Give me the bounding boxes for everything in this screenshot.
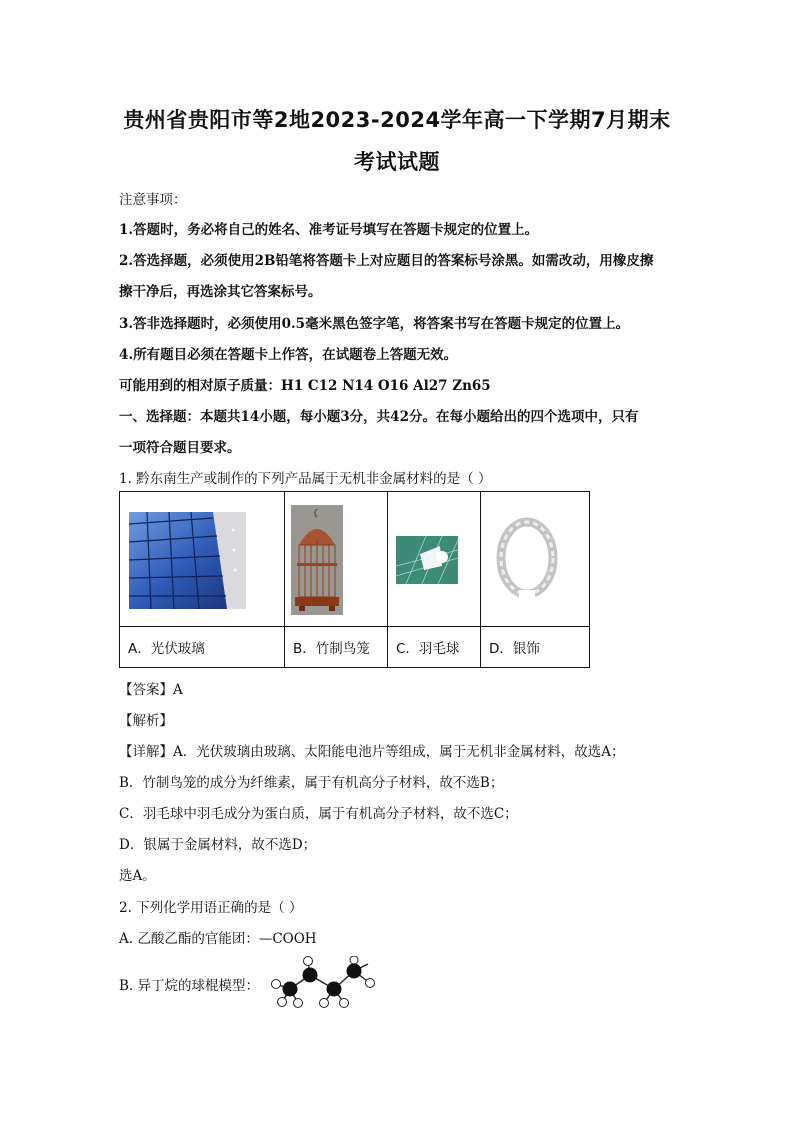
note-item-3: 3.答非选择题时，必须使用0.5毫米黑色签字笔，将答案书写在答题卡规定的位置上。	[119, 316, 630, 332]
q1-analysis-heading: 【解析】	[119, 713, 173, 729]
q1-option-b: B．竹制鸟笼	[285, 627, 388, 668]
silver-bracelet-image	[491, 514, 563, 602]
photovoltaic-glass-image	[129, 512, 246, 609]
q1-option-b-image-cell	[285, 492, 388, 627]
q1-option-d-image-cell	[481, 492, 590, 627]
q1-stem: 1. 黔东南生产或制作的下列产品属于无机非金属材料的是（ ）	[119, 471, 492, 487]
section-1-heading: 一、选择题：本题共14小题，每小题3分，共42分。在每小题给出的四个选项中，只有	[119, 409, 639, 425]
shuttlecock-image	[396, 536, 458, 584]
note-item-1: 1.答题时，务必将自己的姓名、准考证号填写在答题卡规定的位置上。	[119, 222, 539, 238]
note-item-2-cont: 擦干净后，再选涂其它答案标号。	[119, 284, 322, 300]
notes-heading: 注意事项：	[119, 192, 187, 208]
section-1-heading-cont: 一项符合题目要求。	[119, 440, 241, 456]
q1-option-d: D．银饰	[481, 627, 590, 668]
q1-analysis-line-4: D．银属于金属材料，故不选D；	[119, 837, 317, 853]
q2-option-a: A. 乙酸乙酯的官能团：—COOH	[119, 931, 317, 947]
q1-option-a: A．光伏玻璃	[120, 627, 285, 668]
q1-option-c-image-cell	[388, 492, 481, 627]
note-item-4: 4.所有题目必须在答题卡上作答，在试题卷上答题无效。	[119, 347, 458, 363]
q2-option-b: B. 异丁烷的球棍模型：	[119, 978, 260, 994]
atomic-masses: 可能用到的相对原子质量：H1 C12 N14 O16 Al27 Zn65	[119, 378, 491, 394]
q2-stem: 2. 下列化学用语正确的是（ ）	[119, 900, 303, 916]
q1-analysis-line-3: C．羽毛球中羽毛成分为蛋白质，属于有机高分子材料，故不选C；	[119, 806, 518, 822]
q1-analysis-line-2: B．竹制鸟笼的成分为纤维素，属于有机高分子材料，故不选B；	[119, 775, 504, 791]
q1-analysis-line-5: 选A。	[119, 868, 156, 884]
q1-answer: 【答案】A	[119, 682, 183, 698]
q1-option-a-image-cell	[120, 492, 285, 627]
bamboo-birdcage-image	[291, 505, 343, 615]
isobutane-ball-stick-model	[266, 956, 382, 1012]
q1-analysis-line-1: 【详解】A．光伏玻璃由玻璃、太阳能电池片等组成，属于无机非金属材料，故选A；	[119, 744, 625, 760]
q1-options-table	[119, 491, 590, 668]
exam-title-line-2: 考试试题	[354, 150, 440, 174]
q1-option-c: C．羽毛球	[388, 627, 481, 668]
exam-title-line-1: 贵州省贵阳市等2地2023-2024学年高一下学期7月期末	[123, 108, 671, 132]
note-item-2: 2.答选择题，必须使用2B铅笔将答题卡上对应题目的答案标号涂黑。如需改动，用橡皮擦	[119, 253, 654, 269]
